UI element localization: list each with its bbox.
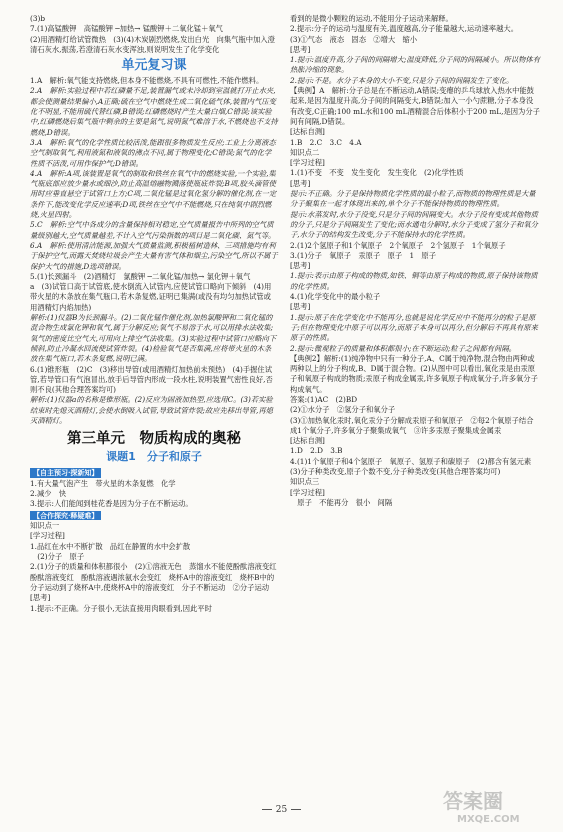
answer-line: [达标自测] [290, 127, 325, 137]
answer-line: 5.(1)长颈漏斗 (2)酒精灯 氯酸钾 ─二氧化锰/加热→ 氯化钾＋氧气 [30, 271, 251, 281]
answer-line: 2.提示:不是。水分子本身的大小不变,只是分子间的间隔发生了变化。 [290, 75, 514, 85]
answer-line: 知识点二 [290, 147, 320, 157]
answer-line: 答案:(1)AC (2)BD [290, 394, 358, 404]
answer-line: 6.(1)锥形瓶 (2)C (3)移出导管(或用酒精灯加热前未预热) (4)手握住试管,若导管口有气泡冒出,放手后导管内形成一段水柱,说明装置气密性良好,否则不良(其他合理答案均可) [30, 364, 273, 395]
answer-line: 3.(1)分子 氧原子 汞原子 原子 1 原子 [290, 250, 436, 260]
section-heading-bar: 【自主预习·探新知】 [30, 468, 101, 478]
answer-line: (2)用酒精灯给试管微热 (3)(4)木炭剧烈燃烧,发出白光 向集气瓶中加入澄清石灰水,振荡,若澄清石灰水变浑浊,则说明发生了化学变化 [30, 34, 275, 54]
answer-line: 5.C 解析:空气中各成分的含量保持相对稳定,空气质量报告中所列的空气质量级别越大,空气质量越差,不计入空气污染指数的项目是二氧化碳、氮气等。 [30, 220, 276, 240]
answer-line: 1.提示:表示由原子构成的物质,如铁、铜等由原子构成的物质,原子保持该物质的化学性质。 [290, 271, 538, 291]
answer-line: (3)b [30, 14, 46, 23]
answer-line: 4.(1)1个氧原子和4个氢原子 氧原子、氢原子和碳原子 (2)都含有氢元素 (3)分子种类改变,原子个数不变,分子种类改变(其他合理答案均可) [290, 456, 539, 477]
answer-line: [学习过程] [290, 158, 325, 168]
answer-line: 3.提示:人们能闻到桂花香是因为分子在不断运动。 [30, 499, 193, 509]
section-heading-bar: 【合作探究·释疑难】 [30, 511, 101, 521]
answer-line: 看到的是微小颗粒的运动,不能用分子运动来解释。 [290, 14, 453, 23]
answer-line: [思考] [290, 302, 311, 312]
answer-line: 1.D 2.D 3.B [290, 446, 343, 456]
answer-line: 1.提示:温度升高,分子间的间隔增大;温度降低,分子间的间隔减小。所以物体有热胀冷缩的现象。 [290, 55, 541, 75]
answer-line: 4.A 解析:A项,该装置是氧气的制取和铁丝在氧气中的燃烧实验,一个实验,集气瓶底部应放少量水或细沙,防止高温熔融物溅落使瓶底炸裂;B项,胶头滴管使用时应垂直悬空于试管口上方;C项,二氧化锰是过氧化氢分解的催化剂,在一定条件下,能改变化学反应速率;D项,铁丝在空气中不能燃烧,只在纯氧中剧烈燃烧,火星四射。 [30, 168, 277, 220]
answer-line: [思考] [290, 44, 311, 54]
answer-line: 【典例】A 解析:分子总是在不断运动,A错误;变瘪的乒乓球放入热水中能鼓起来,是因为温度升高,分子间的间隔变大,B错误;加入一小勺蔗糖,分子本身没有改变,C正确;100 mL水和100 mL酒精混合后体积小于200 mL,是因为分子间有间隔,D错误。 [290, 86, 540, 126]
answer-line: 1.品红在水中不断扩散 品红在静置的水中会扩散 [30, 541, 191, 551]
answer-line: 4.(1)化学变化中的最小粒子 [290, 292, 381, 302]
answer-line: [学习过程] [30, 531, 65, 541]
unit-title: 第三单元 物质构成的奥秘 [67, 431, 241, 448]
answer-line: [达标自测] [290, 436, 325, 446]
answer-line: (3)①加热氧化汞时,氧化汞分子分解成汞原子和氧原子 ②每2个氧原子结合成1个氧分子,许多氧分子聚集成氧气 ③许多汞原子聚集成金属汞 [290, 415, 534, 435]
answer-line: 解析:(1)仪器B为长颈漏斗。(2)二氧化锰作催化剂,加热氯酸钾和二氧化锰的混合物生成氯化钾和氧气,属于分解反应;氧气不易溶于水,可以用排水法收集;氧气的密度比空气大,可用向上排空气法收集。(3)实验过程中试管口应略向下倾斜,防止冷凝水回流使试管炸裂。(4)检验氧气是否集满,应将带火星的木条放在集气瓶口,若木条复燃,说明已满。 [30, 313, 277, 364]
right-column [290, 14, 540, 508]
answer-line: 原子 不能再分 很小 间隔 [290, 497, 393, 507]
answer-line: 2.提示:微观粒子的质量和体积都很小;在不断运动;粒子之间都有间隔。 [290, 343, 516, 353]
page-number-text: 25 [275, 805, 288, 815]
answer-line: [思考] [290, 261, 311, 271]
answer-line: 2.(1)分子的质量和体积都很小 (2)①溶液无色 蒸馏水不能使酚酞溶液变红 酚酞溶液变红 酚酞溶液遇浓氨水会变红 烧杯A中的溶液变红 烧杯B中的分子运动到了烧杯A中,使烧杯A中的溶液变红 分子不断运动 ②分子运动 [30, 562, 284, 592]
answer-line: 2.减少 快 [30, 489, 67, 499]
answer-line: (3)①气态 液态 固态 ②增大 缩小 [290, 34, 418, 44]
answer-line: 1.(1)不变 不变 发生变化 发生变化 (2)化学性质 [290, 168, 464, 178]
answer-line: 提示:不正确。分子是保持物质化学性质的最小粒子,而物质的物理性质是大量分子聚集在一起才体现出来的,单个分子不能保持物质的物理性质。 [290, 189, 536, 209]
answer-line: 【典例2】解析:(1)纯净物中只有一种分子,A、C属于纯净物,混合物由两种或两种以上的分子构成,B、D属于混合物。(2)从图中可以看出,氧化汞是由汞原子和氧原子构成的物质;汞原子构成金属汞,许多氧原子构成氧分子,许多氧分子构成氧气。 [290, 353, 538, 394]
lesson-title: 课题1 分子和原子 [106, 450, 202, 464]
watermark-line1: 答案圈 [443, 789, 503, 813]
answer-line: (2)①水分子 ②氢分子和氧分子 [290, 405, 396, 415]
answer-line: 3.A 解析:氧气的化学性质比较活泼,能跟很多物质发生反应;工业上分离液态空气制取氧气,利用液氮和液氧的沸点不同,属于物理变化;C错误;氮气的化学性质不活泼,可用作保护气;D错误。 [30, 137, 276, 168]
answer-line: (2)分子 原子 [30, 552, 85, 562]
section-title: 单元复习课 [121, 58, 187, 74]
answer-line: 2.提示:分子的运动与温度有关,温度越高,分子能量越大,运动速率越大。 [290, 24, 518, 34]
page-number-dash-left [262, 809, 272, 810]
answer-line: 知识点三 [290, 477, 320, 487]
watermark-logo [439, 786, 557, 826]
answer-line: 解析:(1)仪器a的名称是锥形瓶。(2)反应为固液加热型,应选用C。(3)若实验结束时先熄灭酒精灯,会使水倒吸入试管,导致试管炸裂;故应先移出导管,再熄灭酒精灯。 [30, 395, 273, 425]
answer-line: a (3)试管口高于试管底,使水倒流入试管内,应使试管口略向下倾斜 (4)用带火星的木条放在集气瓶口,若木条复燃,证明已集满(或没有均匀加热试管或用酒精灯内焰加热) [30, 282, 272, 312]
answer-line: 2.A 解析:实验过程中若红磷量不足,装置漏气或未冷却到室温就打开止水夹,都会使测量结果偏小,A正确;硫在空气中燃烧生成二氧化硫气体,装置内气压变化不明显,不能用硫代替红磷,B错误;红磷燃烧时产生大量白烟,C错误;该实验中,红磷燃烧后集气瓶中剩余的主要是氮气,说明氮气难溶于水,不燃烧也不支持燃烧,D错误。 [30, 86, 278, 137]
answer-line: 6.A 解析:使用清洁能源,加强大气质量监测,积极植树造林、三项措施均有利于保护空气,而露天焚烧垃圾会产生大量有害气体和烟尘,污染空气,所以不属于保护大气的措施,D选项错误。 [30, 240, 278, 271]
answer-line: [思考] [290, 178, 311, 188]
answer-line: [学习过程] [290, 487, 325, 497]
answer-line: 1.提示:不正确。分子很小,无法直接用肉眼看到,因此平时 [30, 603, 212, 613]
answer-line: 提示:水蒸发时,水分子没变,只是分子间的间隔变大。水分子没有变成其他物质的分子,只是分子间隔发生了变化;而水通电分解时,水分子变成了氢分子和氧分子,水分子的结构发生改变,分子不能保持水的化学性质。 [290, 209, 538, 240]
answer-line: 1.提示:原子在化学变化中不能再分,也就是说化学反应中不能再分的粒子是原子;但在物理变化中原子可以再分,而原子本身可以再分,但分解后不再具有原来原子的性质。 [290, 312, 538, 343]
answer-line: 1.B 2.C 3.C 4.A [290, 137, 362, 147]
page-number-dash-right [291, 809, 301, 810]
answer-line: 2.(1)2个氢原子和1个氧原子 2个氧原子 2个氢原子 1个氧原子 [290, 240, 506, 250]
watermark-line2: MXQE.COM [457, 814, 520, 825]
answer-line: 知识点一 [30, 521, 60, 531]
answer-line: 1.有大量气泡产生 带火星的木条复燃 化学 [30, 478, 176, 488]
answer-line: 7.(1)高锰酸钾 高锰酸钾 ─加热→ 锰酸钾＋二氧化锰＋氧气 [30, 24, 223, 34]
answer-line: 1.A 解析:氧气能支持燃烧,但本身不能燃烧,不具有可燃性,不能作燃料。 [30, 76, 264, 86]
left-column [30, 14, 284, 614]
answer-line: [思考] [30, 593, 51, 603]
